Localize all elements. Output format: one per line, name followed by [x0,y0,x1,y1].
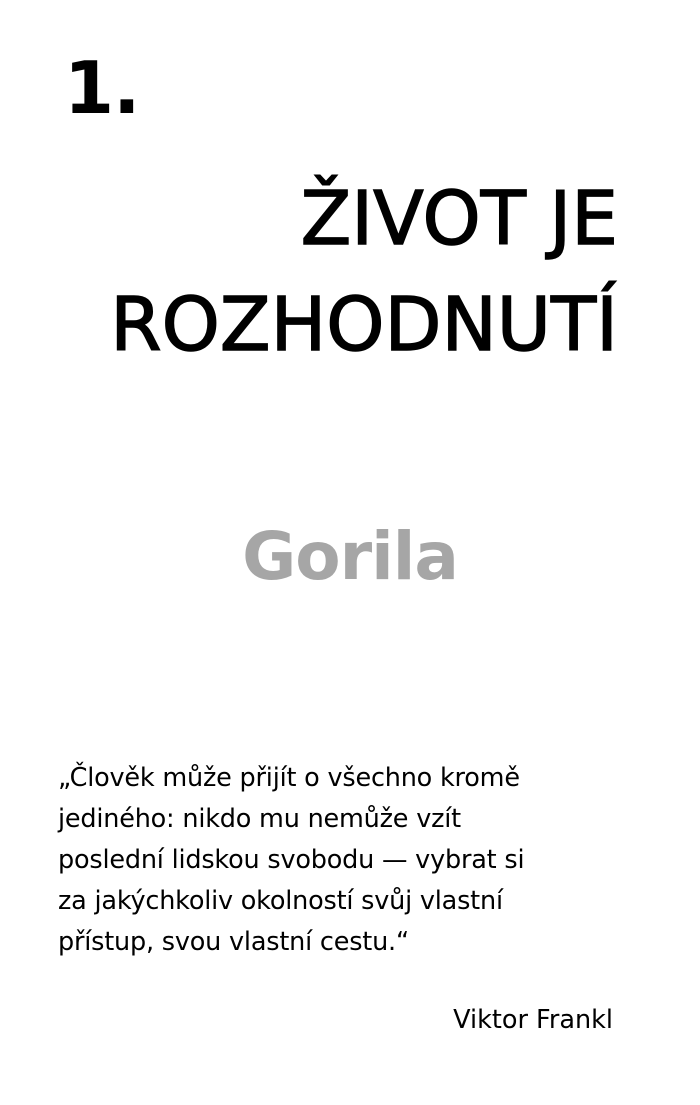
quote-line-1: „Člověk může přijít o všechno kromě [58,763,520,793]
chapter-title [18,166,618,378]
epigraph-quote [58,758,658,963]
chapter-title-line-1: ŽIVOT JE [300,176,618,262]
quote-author: Viktor Frankl [453,1005,613,1035]
publisher-watermark: Gorila [242,518,458,595]
quote-line-3: poslední lidskou svobodu — vybrat si [58,845,525,875]
quote-line-2: jediného: nikdo mu nemůže vzít [58,804,461,834]
quote-line-5: přístup, svou vlastní cestu.“ [58,927,409,957]
chapter-title-line-2: ROZHODNUTÍ [110,282,618,368]
chapter-number: 1. [64,46,140,130]
quote-line-4: za jakýchkoliv okolností svůj vlastní [58,886,503,916]
